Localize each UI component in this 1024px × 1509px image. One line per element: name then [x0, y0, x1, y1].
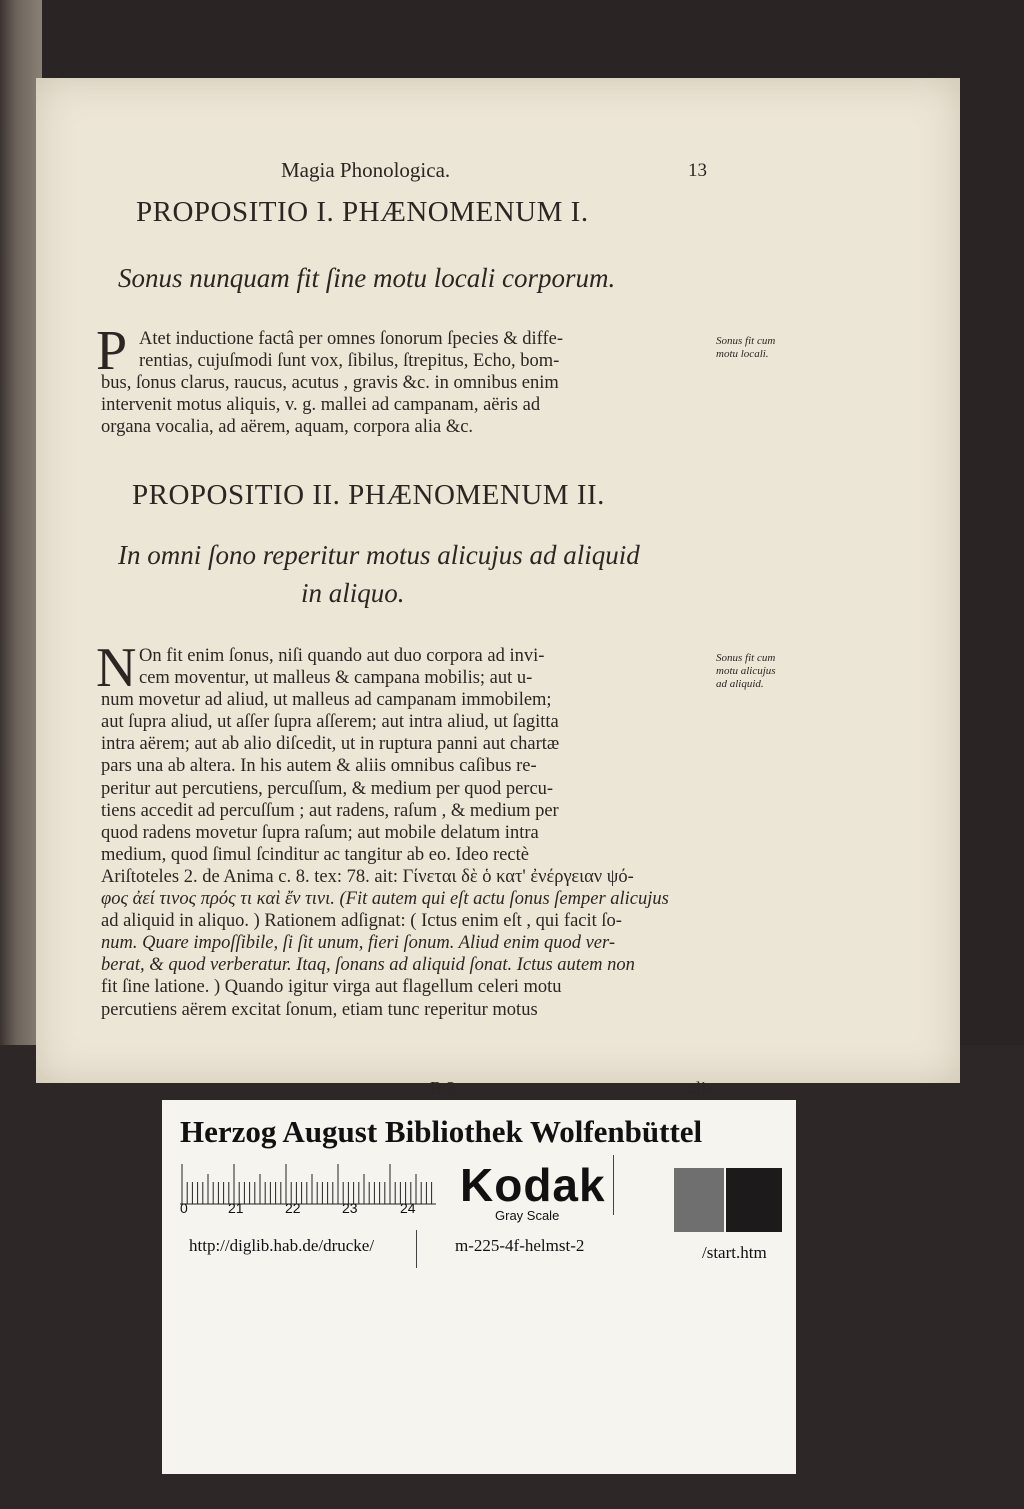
- body-line: aut ſupra aliud, ut aſſer ſupra aſſerem; aut intra aliud, ut ſagitta: [101, 712, 559, 733]
- url-part-3: /start.htm: [702, 1243, 767, 1262]
- body-line: cem moventur, ut malleus & campana mobilis; aut u-: [139, 668, 533, 689]
- proposition-2-subtitle: In omni ſono reperitur motus alicujus ad aliquid: [118, 540, 640, 570]
- divider: [416, 1230, 417, 1268]
- proposition-1-subtitle: Sonus nunquam fit ſine motu locali corporum.: [118, 263, 616, 293]
- proposition-2-subtitle-cont: in aliquo.: [301, 578, 405, 608]
- dropcap-n: N: [96, 637, 137, 699]
- body-line: num. Quare impoſſibile, ſi ſit unum, fieri ſonum. Aliud enim quod ver-: [101, 933, 615, 954]
- ruler-scale: [180, 1154, 436, 1208]
- ruler-number: 24: [400, 1200, 416, 1216]
- gray-patch-dark: [726, 1168, 782, 1232]
- dropcap-p: P: [96, 320, 128, 382]
- body-line: rentias, cujuſmodi ſunt vox, ſibilus, ſtrepitus, Echo, bom-: [139, 351, 560, 372]
- ruler-number: 22: [285, 1200, 301, 1216]
- ruler-number: 23: [342, 1200, 358, 1216]
- proposition-2-heading: PROPOSITIO II. PHÆNOMENUM II.: [132, 479, 605, 511]
- url-part-2: m-225-4f-helmst-2: [455, 1236, 585, 1255]
- body-line: bus, ſonus clarus, raucus, acutus , gravis &c. in omnibus enim: [101, 373, 559, 394]
- body-line: berat, & quod verberatur. Itaq, ſonans ad aliquid ſonat. Ictus autem non: [101, 955, 635, 976]
- body-line: quod radens movetur ſupra raſum; aut mobile delatum intra: [101, 822, 539, 843]
- kodak-logo: Kodak: [460, 1159, 606, 1211]
- gray-patch-mid: [674, 1168, 724, 1232]
- running-head: Magia Phonologica.: [281, 158, 451, 182]
- library-name: Herzog August Bibliothek Wolfenbüttel: [180, 1114, 703, 1149]
- book-page: [36, 78, 960, 1098]
- signature-mark: B 3: [430, 1078, 456, 1098]
- proposition-2-body: [101, 645, 741, 1021]
- body-line: intervenit motus aliquis, v. g. mallei ad campanam, aëris ad: [101, 395, 541, 416]
- proposition-1-body: [101, 328, 741, 438]
- margin-note-1: [716, 335, 775, 361]
- body-line: tiens accedit ad percuſſum ; aut radens, raſum , & medium per: [101, 800, 559, 821]
- body-line: pars una ab altera. In his autem & aliis omnibus caſibus re-: [101, 756, 537, 777]
- margin-note-2: [716, 652, 776, 691]
- body-line: φος ἀεί τινος πρός τι καὶ ἔν τινι. (Fit autem qui eſt actu ſonus ſemper alicujus: [101, 889, 669, 910]
- body-line: Ariſtoteles 2. de Anima c. 8. tex: 78. ait: Γίνεται δὲ ὁ κατ' ἐνέργειαν ψό-: [101, 866, 634, 887]
- ruler-number: 0: [180, 1200, 188, 1216]
- margin-line: motu alicujus: [716, 665, 776, 677]
- body-line: percutiens aërem excitat ſonum, etiam tunc reperitur motus: [101, 999, 538, 1020]
- library-color-target: [162, 1100, 796, 1474]
- body-line: ad aliquid in aliquo. ) Rationem adſignat: ( Ictus enim eſt , qui facit ſo-: [101, 911, 622, 932]
- margin-line: Sonus fit cum: [716, 335, 776, 347]
- body-line: organa vocalia, ad aërem, aquam, corpora alia &c.: [101, 417, 474, 438]
- body-line: fit ſine latione. ) Quando igitur virga aut flagellum celeri motu: [101, 977, 562, 998]
- ruler-number: 21: [228, 1200, 244, 1216]
- url-part-1: http://diglib.hab.de/drucke/: [189, 1236, 375, 1255]
- page-number: 13: [688, 160, 707, 181]
- proposition-1-heading: PROPOSITIO I. PHÆNOMENUM I.: [136, 196, 589, 228]
- divider: [613, 1155, 614, 1215]
- body-line: On fit enim ſonus, niſi quando aut duo corpora ad invi-: [139, 646, 545, 666]
- body-line: intra aërem; aut ab alio diſcedit, ut in ruptura panni aut chartæ: [101, 734, 560, 755]
- body-line: peritur aut percutiens, percuſſum, & medium per quod percu-: [101, 778, 554, 799]
- body-line: Atet inductione factâ per omnes ſonorum ſpecies & diffe-: [139, 329, 563, 349]
- margin-line: motu locali.: [716, 348, 769, 360]
- body-line: num movetur ad aliud, ut malleus ad campanam immobilem;: [101, 690, 552, 711]
- margin-line: Sonus fit cum: [716, 652, 776, 664]
- catchword: ali-: [688, 1078, 712, 1098]
- body-line: medium, quod ſimul ſcinditur ac tangitur ab eo. Ideo rectè: [101, 844, 529, 865]
- margin-line: ad aliquid.: [716, 678, 764, 690]
- gray-scale-label: Gray Scale: [495, 1208, 560, 1223]
